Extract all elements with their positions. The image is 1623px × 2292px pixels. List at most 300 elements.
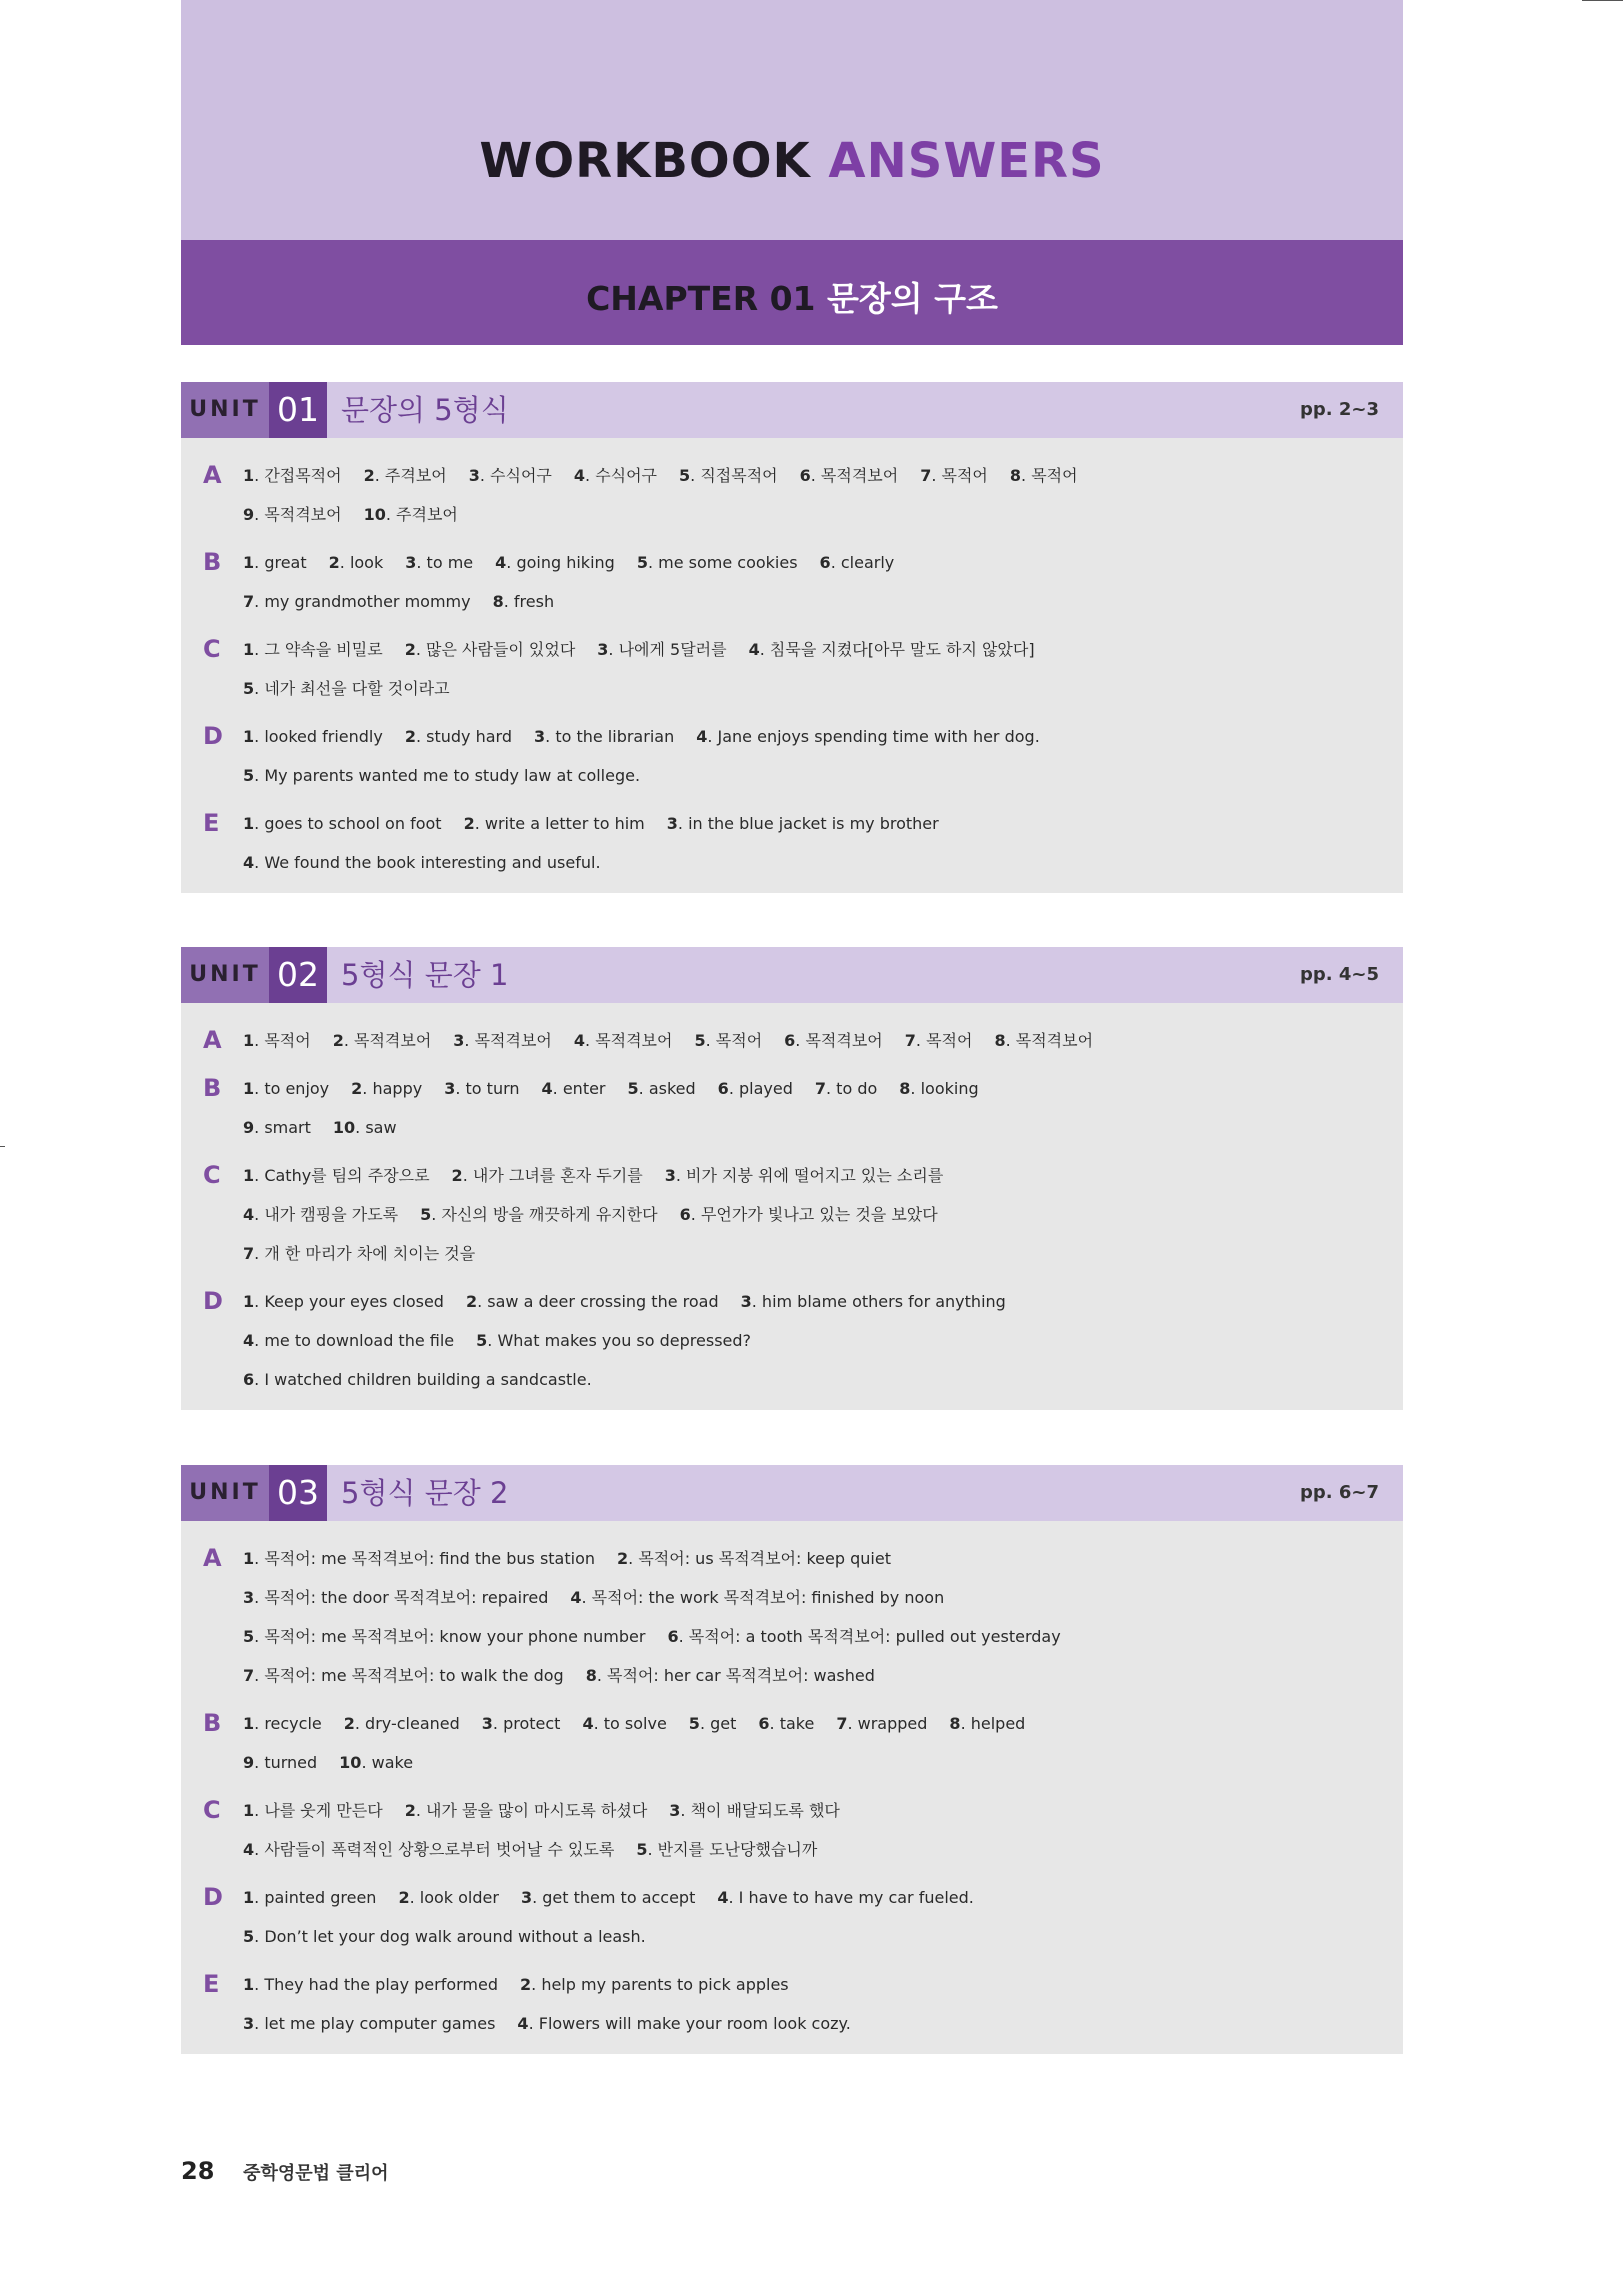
answer-number: 6 <box>679 1205 691 1224</box>
answer-dot: . <box>795 1031 806 1050</box>
answer-item <box>243 1205 398 1224</box>
answer-number: 6 <box>758 1714 770 1733</box>
answer-line <box>243 1656 1403 1695</box>
answer-number: 6 <box>819 553 831 572</box>
answer-number: 2 <box>520 1975 532 1994</box>
answer-item <box>243 1714 322 1733</box>
answer-dot: . <box>362 1079 373 1098</box>
answer-text: recycle <box>264 1714 322 1733</box>
answer-text: turned <box>264 1753 318 1772</box>
answer-item <box>243 1666 564 1685</box>
page-footer <box>181 2157 388 2185</box>
answer-item <box>329 553 384 572</box>
answer-dot: . <box>254 1166 265 1185</box>
answer-item <box>243 1331 454 1350</box>
book-title: 중학영문법 클리어 <box>243 2163 389 2184</box>
answer-dot: . <box>355 1118 366 1137</box>
answer-dot: . <box>479 466 491 485</box>
answer-dot: . <box>830 553 841 572</box>
answer-number: 5 <box>243 1927 255 1946</box>
answer-line <box>243 756 1403 795</box>
answer-dot: . <box>254 1801 265 1820</box>
answer-item <box>243 1753 317 1772</box>
answer-dot: . <box>477 1292 488 1311</box>
answer-item <box>741 1292 1006 1311</box>
answer-item <box>574 1031 673 1050</box>
answer-item <box>243 1927 646 1946</box>
answer-number: 1 <box>243 640 255 659</box>
answer-text: 간접목적어 <box>264 466 342 485</box>
answer-number: 5 <box>636 1840 648 1859</box>
answer-number: 4 <box>243 1331 255 1350</box>
answer-section <box>181 456 1403 534</box>
unit-label: UNIT <box>181 1465 269 1521</box>
answer-item <box>243 505 342 524</box>
answer-item <box>694 1031 762 1050</box>
answer-text: help my parents to pick apples <box>541 1975 789 1994</box>
answer-item <box>636 1840 817 1859</box>
answer-number: 1 <box>243 1801 255 1820</box>
answer-dot: . <box>759 640 770 659</box>
answer-dot: . <box>254 1079 265 1098</box>
answer-dot: . <box>254 1588 265 1607</box>
answer-text: get <box>710 1714 737 1733</box>
answer-number: 2 <box>398 1888 410 1907</box>
answer-number: 7 <box>814 1079 826 1098</box>
answer-line <box>243 669 1403 708</box>
answer-line <box>243 2004 1403 2043</box>
answer-item <box>680 1205 938 1224</box>
answer-item <box>339 1753 413 1772</box>
answer-text: to do <box>836 1079 878 1098</box>
answer-dot: . <box>810 466 821 485</box>
answer-text: great <box>264 553 307 572</box>
answer-number: 5 <box>243 679 255 698</box>
answer-text: 목적어: me 목적격보어: find the bus station <box>264 1549 596 1568</box>
answer-item <box>243 766 640 785</box>
page-number: 28 <box>181 2157 215 2185</box>
answer-text: 목적어: her car 목적격보어: washed <box>607 1666 875 1685</box>
answer-number: 10 <box>332 1118 356 1137</box>
answer-dot: . <box>628 1549 639 1568</box>
answer-line <box>243 1704 1403 1743</box>
answer-number: 5 <box>694 1031 706 1050</box>
answer-dot: . <box>1005 1031 1016 1050</box>
answer-item <box>495 553 615 572</box>
answer-text: helped <box>970 1714 1026 1733</box>
answer-text: in the blue jacket is my brother <box>688 814 939 833</box>
answer-line <box>243 1791 1403 1830</box>
answer-text: 직접목적어 <box>700 466 778 485</box>
answer-item <box>243 1166 430 1185</box>
answer-text: 나를 웃게 만든다 <box>264 1801 383 1820</box>
answer-text: to solve <box>603 1714 667 1733</box>
answer-item <box>784 1031 883 1050</box>
answer-item <box>815 1079 877 1098</box>
answer-text: clearly <box>840 553 895 572</box>
answer-number: 8 <box>492 592 504 611</box>
answer-item <box>243 1801 383 1820</box>
answer-number: 3 <box>664 1166 676 1185</box>
answer-number: 2 <box>332 1031 344 1050</box>
answer-dot: . <box>690 466 701 485</box>
section-letter: A <box>203 461 222 489</box>
answer-text: dry-cleaned <box>365 1714 460 1733</box>
answer-text: My parents wanted me to study law at college. <box>264 766 641 785</box>
answer-number: 5 <box>420 1205 432 1224</box>
answer-text: 목적어 <box>926 1031 973 1050</box>
answer-section <box>181 1539 1403 1695</box>
answer-dot: . <box>254 1244 265 1263</box>
unit-number: 03 <box>269 1465 327 1521</box>
answer-sections <box>181 456 1403 891</box>
answer-dot: . <box>675 1166 686 1185</box>
answer-dot: . <box>254 1927 265 1946</box>
answer-text: 수식어구 <box>595 466 658 485</box>
answer-number: 3 <box>243 2014 255 2033</box>
answer-number: 4 <box>582 1714 594 1733</box>
answer-number: 6 <box>667 1627 679 1646</box>
answer-text: 목적어 <box>1031 466 1078 485</box>
answer-line <box>243 1617 1403 1656</box>
section-letter: C <box>203 635 221 663</box>
answer-number: 4 <box>573 466 586 485</box>
unit-pages: pp. 6~7 <box>1299 1482 1379 1503</box>
answer-item <box>243 814 442 833</box>
answer-item <box>749 640 1035 659</box>
answer-text: goes to school on foot <box>264 814 442 833</box>
answer-text: me some cookies <box>658 553 798 572</box>
answer-dot: . <box>690 1205 701 1224</box>
answer-text: to turn <box>465 1079 520 1098</box>
answer-line <box>243 1021 1403 1060</box>
answer-section <box>181 1156 1403 1273</box>
answer-number: 3 <box>597 640 609 659</box>
answer-line <box>243 1195 1403 1234</box>
answer-text: to me <box>426 553 474 572</box>
answer-section <box>181 1021 1403 1060</box>
answer-number: 2 <box>363 466 375 485</box>
chapter-label: CHAPTER 01 <box>586 279 816 318</box>
answer-line <box>243 1965 1403 2004</box>
answer-number: 3 <box>444 1079 456 1098</box>
answer-number: 4 <box>748 640 760 659</box>
answer-text: 목적어 <box>941 466 988 485</box>
answer-dot: . <box>492 1714 504 1733</box>
answer-text: write a letter to him <box>484 814 645 833</box>
answer-dot: . <box>531 1975 542 1994</box>
answer-section <box>181 1069 1403 1147</box>
crop-mark <box>0 1146 5 1147</box>
answer-line <box>243 1069 1403 1108</box>
page-title <box>181 133 1403 189</box>
answer-number: 4 <box>495 553 507 572</box>
answer-number: 1 <box>243 1031 255 1050</box>
title-band <box>181 0 1403 240</box>
answer-text: Don’t let your dog walk around without a leash. <box>264 1927 646 1946</box>
answer-text: Cathy를 팀의 주장으로 <box>264 1166 430 1185</box>
answer-section <box>181 1878 1403 1956</box>
answer-item <box>586 1666 875 1685</box>
unit-title: 5형식 문장 1 <box>341 958 509 992</box>
answer-section <box>181 804 1403 882</box>
answer-line <box>243 1282 1403 1321</box>
answer-item <box>521 1888 695 1907</box>
answer-text: me to download the file <box>264 1331 455 1350</box>
answer-number: 3 <box>243 1588 255 1607</box>
answer-dot: . <box>254 679 265 698</box>
answer-text: 자신의 방을 깨끗하게 유지한다 <box>441 1205 658 1224</box>
answer-text: 주격보어 <box>396 505 458 524</box>
answer-item <box>994 1031 1093 1050</box>
answer-text: They had the play performed <box>264 1975 498 1994</box>
answer-number: 7 <box>920 466 932 485</box>
answer-text: 네가 최선을 다할 것이라고 <box>264 679 450 698</box>
answer-item <box>405 727 512 746</box>
answer-item <box>333 1031 432 1050</box>
answer-text: 책이 배달되도록 했다 <box>690 1801 840 1820</box>
unit-block-03 <box>181 1465 1403 2054</box>
answer-item <box>665 1166 944 1185</box>
answer-number: 4 <box>243 853 255 872</box>
unit-number: 02 <box>269 947 327 1003</box>
answer-dot: . <box>354 1714 366 1733</box>
answer-text: painted green <box>264 1888 377 1907</box>
answer-number: 2 <box>617 1549 629 1568</box>
answer-number: 4 <box>696 727 708 746</box>
answer-number: 1 <box>243 466 255 485</box>
answer-dot: . <box>596 1666 608 1685</box>
answer-number: 3 <box>468 466 480 485</box>
answer-dot: . <box>769 1714 780 1733</box>
answer-sections <box>181 1539 1403 2052</box>
answer-section <box>181 1791 1403 1869</box>
answer-number: 1 <box>243 1292 255 1311</box>
answer-item <box>243 1370 592 1389</box>
answer-item <box>464 814 645 833</box>
section-letter: C <box>203 1161 221 1189</box>
answer-dot: . <box>254 1292 265 1311</box>
answer-number: 1 <box>243 1714 255 1733</box>
answer-item <box>243 1292 444 1311</box>
answer-number: 4 <box>243 1840 255 1859</box>
answer-dot: . <box>960 1714 971 1733</box>
answer-number: 2 <box>343 1714 355 1733</box>
answer-text: him blame others for anything <box>761 1292 1006 1311</box>
answer-item <box>243 640 383 659</box>
answer-number: 5 <box>243 1627 255 1646</box>
answer-item <box>696 727 1040 746</box>
answer-dot: . <box>254 1714 265 1733</box>
answer-text: 목적격보어 <box>805 1031 883 1050</box>
answer-dot: . <box>585 1031 596 1050</box>
answer-number: 4 <box>243 1205 255 1224</box>
answer-item <box>617 1549 891 1568</box>
section-letter: C <box>203 1796 221 1824</box>
answer-number: 7 <box>836 1714 848 1733</box>
answer-line <box>243 543 1403 582</box>
answer-line <box>243 1917 1403 1956</box>
chapter-heading <box>181 273 1403 320</box>
answer-number: 4 <box>517 2014 529 2033</box>
answer-dot: . <box>254 2014 265 2033</box>
answer-dot: . <box>361 1753 372 1772</box>
answer-item <box>669 1801 840 1820</box>
answer-item <box>717 1888 974 1907</box>
answer-dot: . <box>593 1714 604 1733</box>
answer-section <box>181 1282 1403 1399</box>
answer-dot: . <box>254 1331 265 1350</box>
answer-dot: . <box>254 766 265 785</box>
answer-dot: . <box>585 466 596 485</box>
answer-number: 1 <box>243 814 255 833</box>
answer-item <box>364 505 458 524</box>
answer-number: 2 <box>404 1801 416 1820</box>
answer-line <box>243 630 1403 669</box>
answer-text: 목적격보어 <box>354 1031 432 1050</box>
answer-item <box>453 1031 552 1050</box>
answer-item <box>1010 466 1078 485</box>
answer-dot: . <box>254 640 265 659</box>
answer-text: 사람들이 폭력적인 상황으로부터 벗어날 수 있도록 <box>264 1840 615 1859</box>
answer-dot: . <box>677 814 689 833</box>
answer-line <box>243 1743 1403 1782</box>
answer-number: 5 <box>636 553 648 572</box>
answer-dot: . <box>415 640 426 659</box>
answer-text: 내가 캠핑을 가도록 <box>264 1205 399 1224</box>
answer-item <box>570 1588 944 1607</box>
answer-item <box>452 1166 643 1185</box>
answer-item <box>405 640 576 659</box>
answer-number: 1 <box>243 727 255 746</box>
answer-text: take <box>779 1714 815 1733</box>
answer-text: 목적어 <box>715 1031 763 1050</box>
answer-number: 3 <box>453 1031 465 1050</box>
chapter-band <box>181 240 1403 345</box>
answer-item <box>482 1714 561 1733</box>
answer-item <box>899 1079 978 1098</box>
answer-dot: . <box>931 466 942 485</box>
answer-text: going hiking <box>516 553 615 572</box>
chapter-title: 문장의 구조 <box>827 279 998 318</box>
answer-text: study hard <box>426 727 512 746</box>
answer-text: look <box>349 553 384 572</box>
answer-dot: . <box>707 727 718 746</box>
answer-line <box>243 843 1403 882</box>
answer-dot: . <box>545 727 556 746</box>
answer-dot: . <box>915 1031 927 1050</box>
answer-text: my grandmother mommy <box>264 592 471 611</box>
answer-text: 목적격보어 <box>474 1031 552 1050</box>
answer-number: 8 <box>899 1079 911 1098</box>
answer-dot: . <box>254 466 265 485</box>
section-letter: B <box>203 1074 222 1102</box>
answer-dot: . <box>415 1801 426 1820</box>
unit-label: UNIT <box>181 947 269 1003</box>
answer-number: 2 <box>465 1292 478 1311</box>
answer-dot: . <box>1021 466 1032 485</box>
answer-dot: . <box>339 553 350 572</box>
answer-number: 3 <box>669 1801 681 1820</box>
answer-item <box>667 814 939 833</box>
section-letter: B <box>203 1709 222 1737</box>
answer-number: 2 <box>351 1079 363 1098</box>
answer-item <box>920 466 988 485</box>
answer-text: fresh <box>513 592 555 611</box>
answer-dot: . <box>462 1166 473 1185</box>
answer-text: get them to accept <box>542 1888 696 1907</box>
answer-item <box>637 553 798 572</box>
answer-dot: . <box>431 1205 442 1224</box>
answer-number: 8 <box>585 1666 597 1685</box>
answer-text: 나에게 5달러를 <box>618 640 727 659</box>
answer-text: 목적어: a tooth 목적격보어: pulled out yesterday <box>688 1627 1061 1646</box>
answer-text: 개 한 마리가 차에 치이는 것을 <box>264 1244 476 1263</box>
answer-number: 6 <box>717 1079 729 1098</box>
answer-dot: . <box>647 1840 658 1859</box>
answer-line <box>243 1108 1403 1147</box>
unit-pages: pp. 4~5 <box>1299 964 1379 985</box>
answer-dot: . <box>409 1888 420 1907</box>
answer-item <box>905 1031 973 1050</box>
answer-item <box>493 592 555 611</box>
answer-dot: . <box>254 1840 265 1859</box>
answer-text: 비가 지붕 위에 떨어지고 있는 소리를 <box>686 1166 944 1185</box>
answer-item <box>420 1205 658 1224</box>
answer-number: 3 <box>666 814 678 833</box>
answer-dot: . <box>532 1888 543 1907</box>
answer-number: 7 <box>904 1031 916 1050</box>
answer-number: 1 <box>243 1549 255 1568</box>
answer-item <box>243 1549 595 1568</box>
answer-dot: . <box>254 1888 265 1907</box>
answer-item <box>351 1079 422 1098</box>
answer-number: 3 <box>520 1888 533 1907</box>
answer-line <box>243 1234 1403 1273</box>
answer-dot: . <box>254 553 265 572</box>
answer-item <box>628 1079 696 1098</box>
unit-title: 문장의 5형식 <box>341 393 509 427</box>
answer-text: 목적격보어 <box>264 505 342 524</box>
answer-number: 6 <box>243 1370 255 1389</box>
answer-text: 목적격보어 <box>595 1031 673 1050</box>
answer-item <box>243 466 342 485</box>
answer-text: protect <box>503 1714 561 1733</box>
answer-number: 8 <box>994 1031 1006 1050</box>
answer-text: to enjoy <box>264 1079 330 1098</box>
answer-number: 5 <box>476 1331 488 1350</box>
answer-dot: . <box>254 853 265 872</box>
answer-text: asked <box>648 1079 696 1098</box>
answer-text: enter <box>562 1079 606 1098</box>
unit-title: 5형식 문장 2 <box>341 1476 509 1510</box>
answer-item <box>243 1888 376 1907</box>
answer-dot: . <box>254 1666 265 1685</box>
answer-text: 무언가가 빛나고 있는 것을 보았다 <box>700 1205 938 1224</box>
title-accent: ANSWERS <box>828 133 1105 189</box>
answer-number: 6 <box>784 1031 796 1050</box>
answer-number: 7 <box>243 1244 255 1263</box>
section-letter: E <box>203 1970 220 1998</box>
answer-number: 5 <box>243 766 255 785</box>
answer-number: 5 <box>679 466 691 485</box>
section-letter: D <box>203 722 223 750</box>
answer-text: Keep your eyes closed <box>264 1292 444 1311</box>
answer-dot: . <box>464 1031 475 1050</box>
answer-item <box>466 1292 719 1311</box>
answer-dot: . <box>728 1888 739 1907</box>
answer-line <box>243 582 1403 621</box>
